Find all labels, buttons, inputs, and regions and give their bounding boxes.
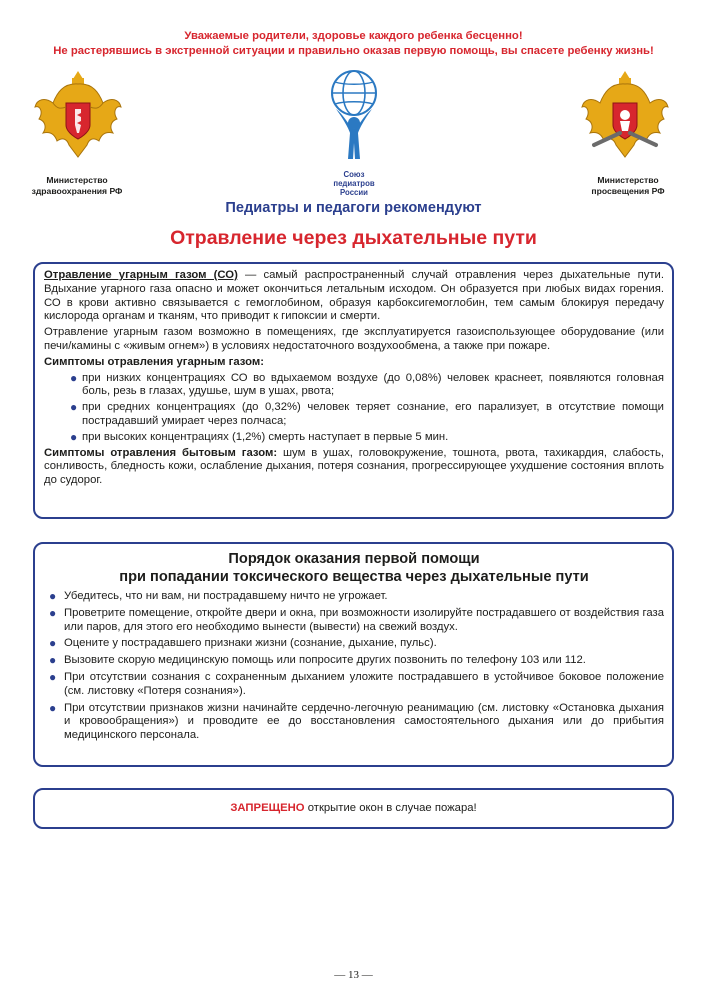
bullet-icon: ● — [49, 605, 57, 620]
co-symptoms-heading — [44, 356, 664, 370]
co-definition-text: — самый распространенный случай отравления через дыхательные пути. Вдыхание угарного газа опасно и может окончиться летальным исходом. Он образуется при любых видах горения. СО в крови активно связывается с гемоглобином, образуя карбоксигемоглобин, тем самым блокируя передачу кислорода органам и тканям, что приводит к гипоксии и смерти. — [44, 269, 664, 323]
co-symptom-medium: при средних концентрациях (до 0,32%) человек теряет сознание, его парализует, в отсутствие помощи пострадавший умирает через полчаса; — [82, 401, 664, 427]
bullet-icon: ● — [49, 636, 57, 651]
first-aid-box — [33, 542, 674, 767]
ministry-health-caption-line-2: здравоохранения РФ — [31, 186, 123, 196]
recommendation-subtitle: Педиатры и педагоги рекомендуют — [225, 200, 482, 216]
union-caption-line-1: Союз — [343, 170, 365, 179]
prohibition-text: открытие окон в случае пожара! — [304, 802, 477, 814]
list-item — [44, 702, 664, 743]
poisoning-info-box — [33, 262, 674, 519]
union-caption-line-3: России — [340, 188, 368, 197]
pediatricians-union-caption — [314, 170, 394, 197]
co-where-paragraph: Отравление угарным газом возможно в помещениях, где эксплуатируется газоиспользующее оборудование (или печи/камины с «живым огнем») в условиях недостаточного воздухообмена, а также при пожаре. — [44, 326, 664, 352]
pediatricians-union-logo-icon — [326, 63, 382, 171]
ministry-health-emblem-icon — [33, 69, 123, 161]
bullet-icon: ● — [49, 669, 57, 684]
prohibition-notice — [35, 802, 672, 814]
ministry-education-caption-line-2: просвещения РФ — [591, 186, 665, 196]
co-symptoms-heading-text: Симптомы отравления угарным газом: — [44, 355, 264, 368]
header-line-1: Уважаемые родители, здоровье каждого ребенка бесценно! — [184, 30, 523, 42]
list-item — [44, 401, 664, 429]
list-item — [44, 607, 664, 635]
list-item — [44, 431, 664, 445]
ministry-health-caption-line-1: Министерство — [46, 175, 108, 185]
list-item — [44, 654, 664, 668]
co-symptoms-list — [44, 372, 664, 445]
bullet-icon: ● — [49, 589, 57, 603]
first-aid-step: Проветрите помещение, откройте двери и окна, при возможности изолируйте пострадавшего от воздействия газа или паров, для этого его необходимо вынести (вывести) на свежий воздух. — [64, 606, 664, 633]
first-aid-step: Убедитесь, что ни вам, ни пострадавшему ничто не угрожает. — [64, 590, 388, 602]
gas-symptoms-text: шум в ушах, головокружение, тошнота, рвота, тахикардия, слабость, сонливость, бледность кожи, ослабление дыхания, потеря сознания, прогрессирующее ухудшение состояния вплоть до судорог. — [44, 446, 664, 487]
co-symptom-low: при низких концентрациях СО во вдыхаемом воздухе (до 0,08%) человек краснеет, появляются головная боль, резь в глазах, удушье, шум в ушах, рвота; — [82, 371, 664, 398]
first-aid-step: Вызовите скорую медицинскую помощь или попросите других позвонить по телефону 103 или 112. — [64, 654, 586, 667]
first-aid-step: При отсутствии сознания с сохраненным дыханием уложите пострадавшего в устойчивое боковое положение (см. листовку «Потеря сознания»). — [64, 670, 664, 697]
first-aid-step: При отсутствии признаков жизни начинайте сердечно-легочную реанимацию (см. листовку «Остановка дыхания и кровообращения») и проводите ее до восстановления самостоятельного дыхания или до прибытия медицинского персонала. — [64, 701, 664, 742]
first-aid-step: Оцените у пострадавшего признаки жизни (сознание, дыхание, пульс). — [64, 637, 437, 650]
ministry-education-caption-line-1: Министерство — [597, 175, 659, 185]
list-item — [44, 372, 664, 400]
list-item — [44, 590, 664, 604]
bullet-icon: ● — [70, 400, 78, 415]
ministry-education-caption — [563, 175, 693, 197]
co-symptom-high: при высоких концентрациях (1,2%) смерть наступает в первые 5 мин. — [82, 430, 449, 443]
prohibition-box — [33, 788, 674, 829]
first-aid-title-line-1: Порядок оказания первой помощи — [228, 551, 480, 567]
gas-symptoms-paragraph — [44, 447, 664, 488]
bullet-icon: ● — [49, 700, 57, 715]
union-caption-line-2: педиатров — [333, 179, 375, 188]
bullet-icon: ● — [49, 653, 57, 668]
header-line-2: Не растерявшись в экстренной ситуации и правильно оказав первую помощь, вы спасете ребенку жизнь! — [53, 45, 654, 57]
list-item — [44, 637, 664, 651]
bullet-icon: ● — [70, 429, 78, 444]
first-aid-steps-list — [44, 590, 664, 743]
prohibition-word: ЗАПРЕЩЕНО — [230, 802, 305, 814]
ministry-education-emblem-icon — [580, 69, 670, 161]
co-term: Отравление угарным газом (СО) — [44, 269, 238, 281]
co-definition-paragraph — [44, 269, 664, 324]
header-notice — [0, 29, 707, 59]
page-title: Отравление через дыхательные пути — [170, 227, 537, 249]
page-number: — 13 — — [334, 969, 373, 981]
ministry-health-caption — [12, 175, 142, 197]
first-aid-title — [44, 550, 664, 586]
list-item — [44, 671, 664, 699]
bullet-icon: ● — [70, 370, 78, 385]
first-aid-title-line-2: при попадании токсического вещества через дыхательные пути — [119, 569, 589, 585]
gas-symptoms-heading: Симптомы отравления бытовым газом: — [44, 446, 278, 459]
